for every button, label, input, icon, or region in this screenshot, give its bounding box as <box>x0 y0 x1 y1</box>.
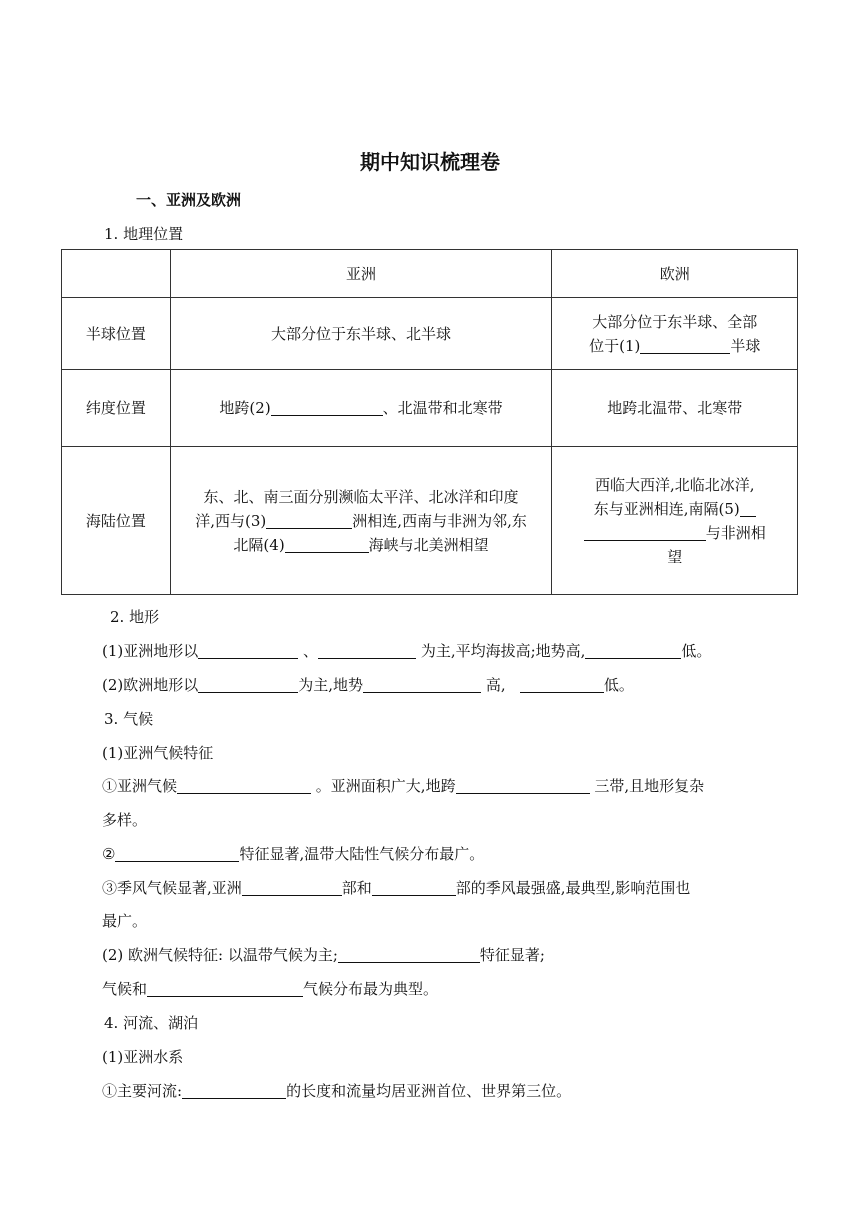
section-heading: 一、亚洲及欧洲 <box>136 191 242 209</box>
cell-text: 海峡与北美洲相望 <box>368 535 489 554</box>
text: (2)欧洲地形以 <box>102 676 199 694</box>
cell-text: 与非洲相 <box>705 523 766 542</box>
answer-blank[interactable] <box>182 1082 286 1099</box>
text: 部的季风最强盛,最典型,影响范围也 <box>455 879 691 897</box>
table-cell <box>170 447 552 595</box>
subheading-terrain: 2. 地形 <box>110 608 160 626</box>
climate-line-2 <box>102 843 484 864</box>
answer-blank[interactable] <box>177 777 311 794</box>
terrain-line-1 <box>102 640 711 661</box>
answer-blank[interactable] <box>147 980 303 997</box>
answer-blank[interactable] <box>456 777 590 794</box>
climate-heading: (1)亚洲气候特征 <box>102 744 214 762</box>
page-title: 期中知识梳理卷 <box>360 150 500 174</box>
table-row <box>62 298 798 370</box>
row-label: 半球位置 <box>62 298 171 370</box>
table-cell <box>552 370 798 447</box>
answer-blank[interactable] <box>242 879 342 896</box>
row-label: 海陆位置 <box>62 447 171 595</box>
cell-text: 望 <box>667 547 683 566</box>
climate-line-1 <box>102 775 704 796</box>
climate-line-3 <box>102 877 690 898</box>
text: 三带,且地形复杂 <box>594 777 705 795</box>
terrain-line-2 <box>102 674 634 695</box>
text: 特征显著; <box>479 946 545 964</box>
text: ② <box>102 845 116 863</box>
text: 气候和 <box>102 980 148 998</box>
rivers-line-1 <box>102 1080 571 1101</box>
cell-text: 半球 <box>730 336 761 355</box>
subheading-rivers: 4. 河流、湖泊 <box>104 1014 199 1032</box>
text: (2) 欧洲气候特征: 以温带气候为主; <box>102 946 338 964</box>
text: 低。 <box>681 642 712 660</box>
climate-line-europe-1 <box>102 944 545 965</box>
cell-text: 位于(1) <box>589 336 641 355</box>
answer-blank[interactable] <box>520 676 604 693</box>
text: ①亚洲气候 <box>102 777 178 795</box>
cell-text: 大部分位于东半球、北半球 <box>271 324 452 343</box>
answer-blank[interactable] <box>640 337 730 354</box>
table-cell <box>170 370 552 447</box>
text: (1)亚洲地形以 <box>102 642 199 660</box>
rivers-heading: (1)亚洲水系 <box>102 1048 184 1066</box>
table-cell <box>552 447 798 595</box>
answer-blank[interactable] <box>285 536 369 553</box>
answer-blank[interactable] <box>363 676 481 693</box>
text: 。亚洲面积广大,地跨 <box>315 777 456 795</box>
text: 低。 <box>603 676 634 694</box>
climate-line-europe-2 <box>102 978 438 999</box>
cell-text: 地跨(2) <box>219 399 271 417</box>
answer-blank[interactable] <box>318 642 416 659</box>
cell-text: 、北温带和北寒带 <box>382 399 503 417</box>
table-cell <box>170 298 552 370</box>
text: 特征显著,温带大陆性气候分布最广。 <box>239 845 485 863</box>
answer-blank[interactable] <box>266 512 352 529</box>
location-table <box>61 249 798 595</box>
table-header-cell <box>62 250 171 298</box>
cell-text: 大部分位于东半球、全部 <box>592 312 758 331</box>
table-header-cell: 亚洲 <box>170 250 552 298</box>
cell-text: 洋,西与(3) <box>195 511 267 530</box>
table-cell <box>552 298 798 370</box>
answer-blank[interactable] <box>198 642 298 659</box>
text: 、 <box>303 642 319 660</box>
answer-blank[interactable] <box>585 642 681 659</box>
table-row <box>62 447 798 595</box>
answer-blank[interactable] <box>271 399 383 416</box>
table-header-cell: 欧洲 <box>552 250 798 298</box>
cell-text: 地跨北温带、北寒带 <box>607 399 743 417</box>
answer-blank[interactable] <box>740 500 756 517</box>
cell-text: 西临大西洋,北临北冰洋, <box>594 475 755 494</box>
text: ①主要河流: <box>102 1082 183 1100</box>
cell-text: 东、北、南三面分别濒临太平洋、北冰洋和印度 <box>203 487 519 506</box>
cell-text: 东与亚洲相连,南隔(5) <box>593 499 740 518</box>
text: 的长度和流量均居亚洲首位、世界第三位。 <box>286 1082 572 1100</box>
answer-blank[interactable] <box>198 676 298 693</box>
text: 气候分布最为典型。 <box>303 980 439 998</box>
climate-line-1b: 多样。 <box>102 811 148 829</box>
text: 为主,地势 <box>298 676 364 694</box>
table-row <box>62 370 798 447</box>
answer-blank[interactable] <box>115 845 239 862</box>
text: 为主,平均海拔高;地势高, <box>420 642 586 660</box>
text: 部和 <box>341 879 372 897</box>
text: 高, <box>485 676 506 694</box>
row-label: 纬度位置 <box>62 370 171 447</box>
answer-blank[interactable] <box>338 946 480 963</box>
subheading-climate: 3. 气候 <box>104 710 154 728</box>
cell-text: 洲相连,西南与非洲为邻,东 <box>352 511 527 530</box>
climate-line-3b: 最广。 <box>102 912 148 930</box>
answer-blank[interactable] <box>584 524 706 541</box>
text: ③季风气候显著,亚洲 <box>102 879 242 897</box>
subheading-location: 1. 地理位置 <box>104 225 184 243</box>
cell-text: 北隔(4) <box>233 535 285 554</box>
answer-blank[interactable] <box>372 879 456 896</box>
table-header-row <box>62 250 798 298</box>
